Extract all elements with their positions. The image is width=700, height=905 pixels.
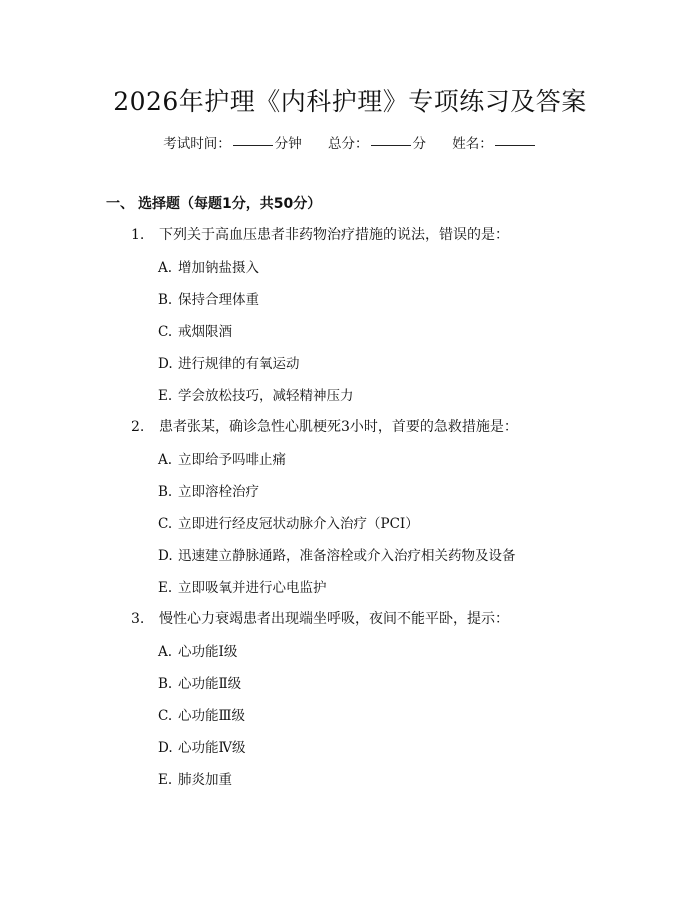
exam-time-blank[interactable] bbox=[233, 145, 273, 146]
option-letter: B. bbox=[158, 484, 173, 500]
question-2 bbox=[131, 416, 518, 436]
page-title: 2026年护理《内科护理》专项练习及答案 bbox=[113, 87, 587, 116]
option-text: 心功能Ⅱ级 bbox=[178, 676, 242, 692]
exam-info-line bbox=[0, 132, 700, 152]
exam-time-unit: 分钟 bbox=[274, 136, 302, 152]
option-3e[interactable] bbox=[158, 768, 232, 788]
name-blank[interactable] bbox=[495, 145, 535, 146]
option-text: 立即吸氧并进行心电监护 bbox=[178, 580, 327, 596]
total-score-label: 总分： bbox=[328, 136, 369, 152]
option-letter: C. bbox=[158, 708, 173, 724]
total-score-field bbox=[328, 132, 426, 152]
option-letter: A. bbox=[158, 452, 173, 468]
section-title: 选择题（每题1分，共50分） bbox=[138, 196, 322, 212]
option-text: 保持合理体重 bbox=[178, 292, 259, 308]
question-3 bbox=[131, 608, 509, 628]
option-text: 立即给予吗啡止痛 bbox=[178, 452, 286, 468]
option-letter: A. bbox=[158, 644, 173, 660]
option-text: 学会放松技巧，减轻精神压力 bbox=[178, 388, 354, 404]
option-2a[interactable] bbox=[158, 448, 286, 468]
option-text: 立即溶栓治疗 bbox=[178, 484, 259, 500]
option-3c[interactable] bbox=[158, 704, 245, 724]
question-number: 1. bbox=[131, 227, 145, 243]
option-letter: D. bbox=[158, 740, 173, 756]
option-text: 肺炎加重 bbox=[178, 772, 232, 788]
question-text: 患者张某，确诊急性心肌梗死3小时，首要的急救措施是： bbox=[159, 419, 518, 435]
exam-time-label: 考试时间： bbox=[163, 136, 231, 152]
option-letter: D. bbox=[158, 548, 173, 564]
option-3d[interactable] bbox=[158, 736, 246, 756]
option-letter: C. bbox=[158, 516, 173, 532]
option-letter: E. bbox=[158, 580, 173, 596]
option-letter: B. bbox=[158, 676, 173, 692]
option-2d[interactable] bbox=[158, 544, 516, 564]
section-number: 一、 bbox=[106, 196, 134, 212]
option-text: 进行规律的有氧运动 bbox=[178, 356, 300, 372]
total-score-blank[interactable] bbox=[371, 145, 411, 146]
option-2b[interactable] bbox=[158, 480, 259, 500]
option-text: 心功能Ⅲ级 bbox=[178, 708, 246, 724]
question-text: 慢性心力衰竭患者出现端坐呼吸，夜间不能平卧，提示： bbox=[159, 611, 509, 627]
question-1 bbox=[131, 224, 509, 244]
name-label: 姓名： bbox=[452, 136, 493, 152]
option-text: 心功能Ⅳ级 bbox=[178, 740, 246, 756]
option-letter: D. bbox=[158, 356, 173, 372]
option-letter: B. bbox=[158, 292, 173, 308]
option-3b[interactable] bbox=[158, 672, 241, 692]
section-heading bbox=[106, 193, 321, 213]
option-text: 戒烟限酒 bbox=[178, 324, 232, 340]
option-text: 迅速建立静脉通路，准备溶栓或介入治疗相关药物及设备 bbox=[178, 548, 516, 564]
option-1d[interactable] bbox=[158, 352, 300, 372]
question-text: 下列关于高血压患者非药物治疗措施的说法，错误的是： bbox=[159, 227, 509, 243]
option-1c[interactable] bbox=[158, 320, 232, 340]
question-number: 3. bbox=[131, 611, 145, 627]
option-1b[interactable] bbox=[158, 288, 259, 308]
exam-time-field bbox=[163, 132, 302, 152]
option-letter: E. bbox=[158, 772, 173, 788]
name-field bbox=[452, 132, 537, 152]
option-1a[interactable] bbox=[158, 256, 259, 276]
option-text: 心功能Ⅰ级 bbox=[178, 644, 238, 660]
option-letter: C. bbox=[158, 324, 173, 340]
option-text: 增加钠盐摄入 bbox=[178, 260, 259, 276]
question-number: 2. bbox=[131, 419, 145, 435]
option-letter: A. bbox=[158, 260, 173, 276]
total-score-unit: 分 bbox=[412, 136, 426, 152]
option-text: 立即进行经皮冠状动脉介入治疗（PCI） bbox=[178, 516, 419, 532]
option-letter: E. bbox=[158, 388, 173, 404]
option-1e[interactable] bbox=[158, 384, 354, 404]
option-2c[interactable] bbox=[158, 512, 419, 532]
option-2e[interactable] bbox=[158, 576, 327, 596]
option-3a[interactable] bbox=[158, 640, 237, 660]
